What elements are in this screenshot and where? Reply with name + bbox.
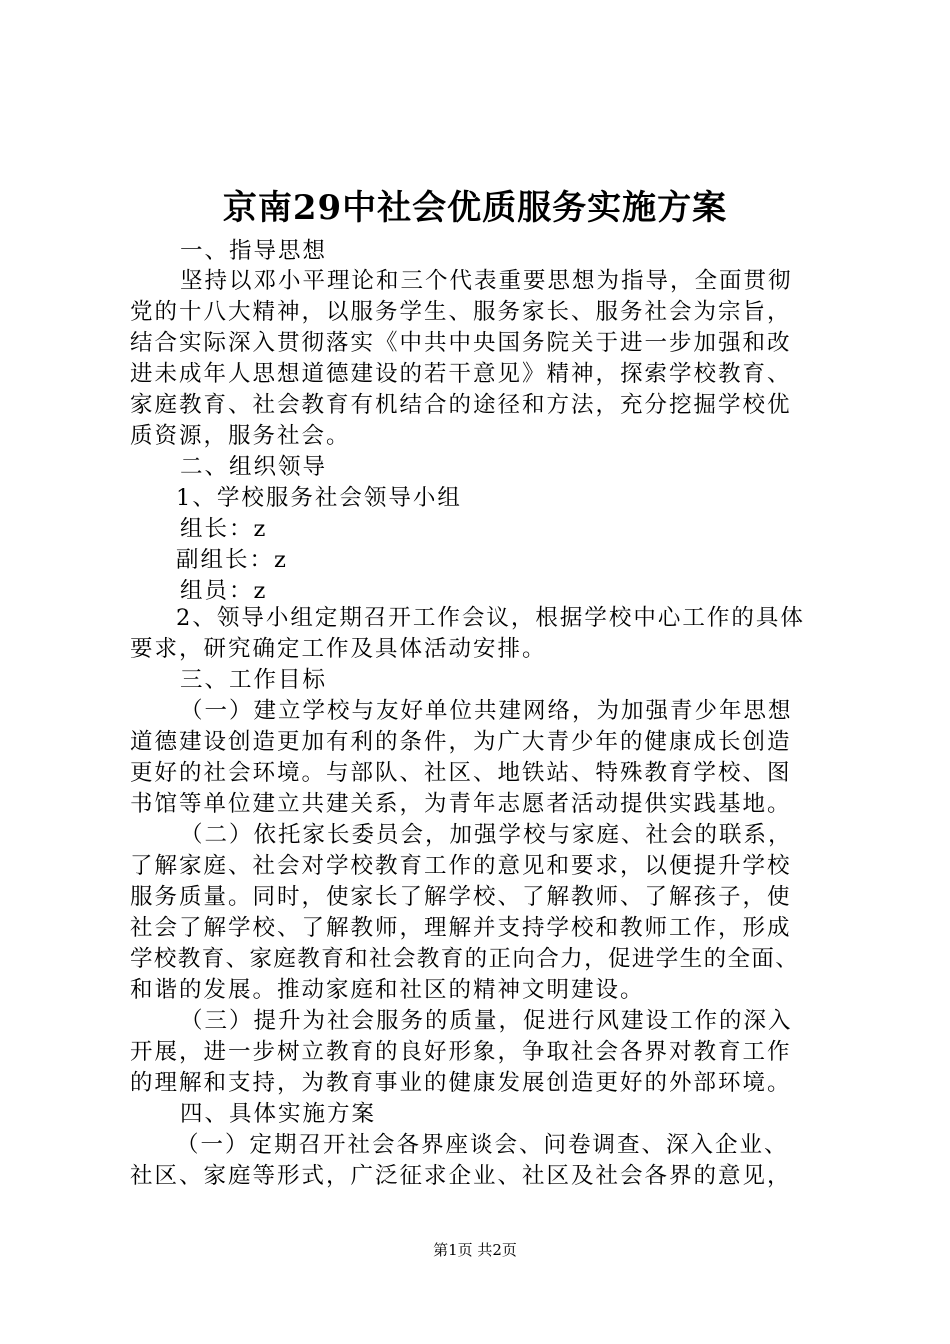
heading-guiding-thought: 一、指导思想 [180,238,328,264]
paragraph-line: 社区、家庭等形式，广泛征求企业、社区及社会各界的意见， [130,1163,792,1189]
list-item: 1、学校服务社会领导小组 [176,485,462,511]
paragraph-line: 服务质量。同时，使家长了解学校、了解教师、了解孩子，使 [130,884,792,910]
paragraph-line: （二）依托家长委员会，加强学校与家庭、社会的联系， [180,822,793,848]
list-item: 组长：z [180,516,268,542]
list-item: 副组长：z [176,547,288,573]
paragraph-line: 进未成年人思想道德建设的若干意见》精神，探索学校教育、 [130,361,792,387]
paragraph-line: 家庭教育、社会教育有机结合的途径和方法，充分挖掘学校优 [130,392,792,418]
paragraph-line: 社会了解学校、了解教师，理解并支持学校和教师工作，形成 [130,915,792,941]
paragraph-line: 学校教育、家庭教育和社会教育的正向合力，促进学生的全面、 [130,946,800,972]
document-title: 京南29中社会优质服务实施方案 [222,188,728,228]
heading-implementation: 四、具体实施方案 [180,1101,377,1127]
paragraph-line: （一）建立学校与友好单位共建网络，为加强青少年思想 [180,698,793,724]
heading-organization: 二、组织领导 [180,454,328,480]
paragraph-line: 和谐的发展。推动家庭和社区的精神文明建设。 [130,977,645,1003]
heading-work-goals: 三、工作目标 [180,667,328,693]
paragraph-line: 结合实际深入贯彻落实《中共中央国务院关于进一步加强和改 [130,330,792,356]
paragraph-line: 更好的社会环境。与部队、社区、地铁站、特殊教育学校、图 [130,760,792,786]
paragraph-line: 的理解和支持，为教育事业的健康发展创造更好的外部环境。 [130,1070,792,1096]
paragraph-line: 党的十八大精神，以服务学生、服务家长、服务社会为宗旨， [130,299,792,325]
paragraph-line: 开展，进一步树立教育的良好形象，争取社会各界对教育工作 [130,1039,792,1065]
paragraph-line: 坚持以邓小平理论和三个代表重要思想为指导，全面贯彻 [180,268,793,294]
paragraph-line: 要求，研究确定工作及具体活动安排。 [130,636,547,662]
paragraph-line: 道德建设创造更加有利的条件，为广大青少年的健康成长创造 [130,729,792,755]
paragraph-line: 2、领导小组定期召开工作会议，根据学校中心工作的具体 [176,605,805,631]
paragraph-line: （三）提升为社会服务的质量，促进行风建设工作的深入 [180,1008,793,1034]
paragraph-line: （一）定期召开社会各界座谈会、问卷调查、深入企业、 [176,1132,789,1158]
paragraph-line: 质资源，服务社会。 [130,423,351,449]
page-footer: 第1页 共2页 [433,1241,517,1259]
list-item: 组员：z [180,578,268,604]
paragraph-line: 了解家庭、社会对学校教育工作的意见和要求，以便提升学校 [130,853,792,879]
paragraph-line: 书馆等单位建立共建关系，为青年志愿者活动提供实践基地。 [130,791,792,817]
